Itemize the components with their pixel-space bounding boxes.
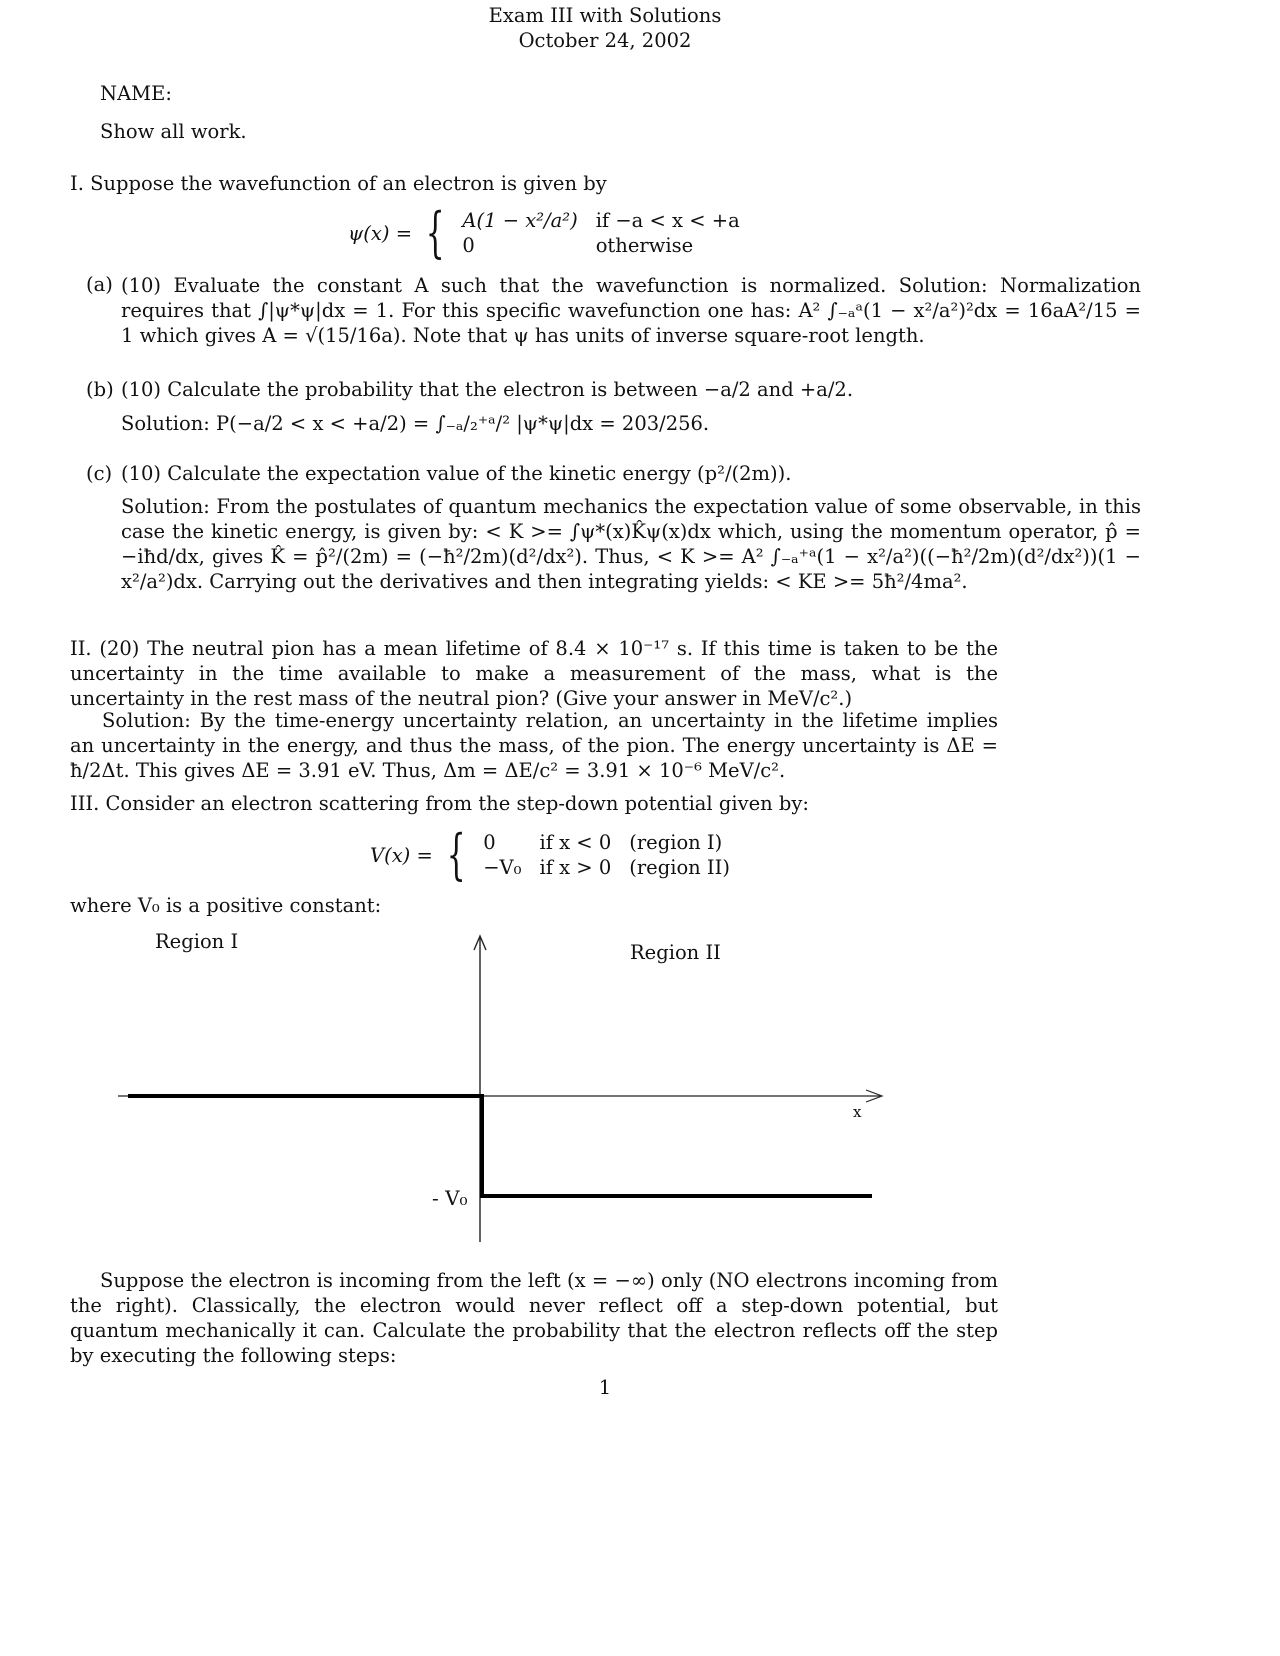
instructions: Show all work. xyxy=(100,120,247,143)
case1-expr: A(1 − x²/a²) xyxy=(462,209,578,232)
exam-date: October 24, 2002 xyxy=(518,29,692,52)
part-b-label: (b) xyxy=(86,378,114,401)
problem2-question: II. (20) The neutral pion has a mean lifetime of 8.4 × 10⁻¹⁷ s. If this time is taken to be the uncertainty in the time available to make a measurement of the mass, what is the uncertainty in the rest mass of the neutral pion? (Give your answer in MeV/c².) xyxy=(70,637,998,710)
v-case2-expr: −V₀ xyxy=(483,856,522,879)
problem3-closing: Suppose the electron is incoming from the left (x = −∞) only (NO electrons incoming from the right). Classically, the electron would never reflect off a step-down potential, but quantum mechanically it can. Calculate the probability that the electron reflects off the step by executing the following steps: xyxy=(70,1269,998,1367)
part-a-label: (a) xyxy=(86,273,113,296)
where-text: where V₀ is a positive constant: xyxy=(70,894,382,917)
left-brace: { xyxy=(425,201,445,264)
name-label: NAME: xyxy=(100,82,172,105)
v-case1-expr: 0 xyxy=(483,831,496,854)
psi-lhs: ψ(x) = xyxy=(348,221,413,245)
part-a-text: (10) Evaluate the constant A such that the wavefunction is normalized. Solution: Normalization requires that ∫|ψ*ψ|dx = 1. For this specific wavefunction one has: A² ∫₋ₐᵃ(1 − x²/a²)²dx = 16aA²/15 = 1 which gives A = √(15/16a). Note that ψ has units of inverse square-root length. xyxy=(121,274,1141,347)
v-case1-region: (region I) xyxy=(629,831,723,854)
region2-label: Region II xyxy=(630,941,721,964)
problem1-intro: I. Suppose the wavefunction of an electron is given by xyxy=(70,172,607,195)
x-axis-label: x xyxy=(853,1103,862,1121)
part-c-label: (c) xyxy=(86,462,113,485)
part-c-question: (10) Calculate the expectation value of the kinetic energy (p²/(2m)). xyxy=(121,462,792,485)
v0-label: - V₀ xyxy=(432,1186,468,1210)
page-number: 1 xyxy=(598,1376,612,1399)
v-case2-cond: if x > 0 xyxy=(539,856,612,879)
part-c-solution: Solution: From the postulates of quantum mechanics the expectation value of some observable, in this case the kinetic energy, is given by: < K >= ∫ψ*(x)K̂ψ(x)dx which, using the momentum operator, p̂ = −iħd/dx, gives K̂ = p̂²/(2m) = (−ħ²/2m)(d²/dx²). Thus, < K >= A² ∫₋ₐ⁺ᵃ(1 − x²/a²)((−ħ²/2m)(d²/dx²))(1 − x²/a²)dx. Carrying out the derivatives and then integrating yields: < KE >= 5ħ²/4ma². xyxy=(121,495,1141,593)
exam-title: Exam III with Solutions xyxy=(488,4,722,27)
v-case1-cond: if x < 0 xyxy=(539,831,612,854)
problem2-solution: Solution: By the time-energy uncertainty relation, an uncertainty in the lifetime implies an uncertainty in the energy, and thus the mass, of the pion. The energy uncertainty is ΔE = ħ/2Δt. This gives ΔE = 3.91 eV. Thus, Δm = ΔE/c² = 3.91 × 10⁻⁶ MeV/c². xyxy=(70,709,998,782)
case2-expr: 0 xyxy=(462,234,475,257)
v-lhs: V(x) = xyxy=(370,843,433,867)
problem3-intro: III. Consider an electron scattering from the step-down potential given by: xyxy=(70,792,809,815)
v-case2-region: (region II) xyxy=(629,856,730,879)
part-b-solution: Solution: P(−a/2 < x < +a/2) = ∫₋ₐ/₂⁺ᵃ/² |ψ*ψ|dx = 203/256. xyxy=(121,412,710,435)
region1-label: Region I xyxy=(155,930,239,953)
case2-cond: otherwise xyxy=(595,234,694,257)
case1-cond: if −a < x < +a xyxy=(595,209,740,232)
part-b-question: (10) Calculate the probability that the electron is between −a/2 and +a/2. xyxy=(121,378,854,401)
left-brace: { xyxy=(446,823,466,886)
